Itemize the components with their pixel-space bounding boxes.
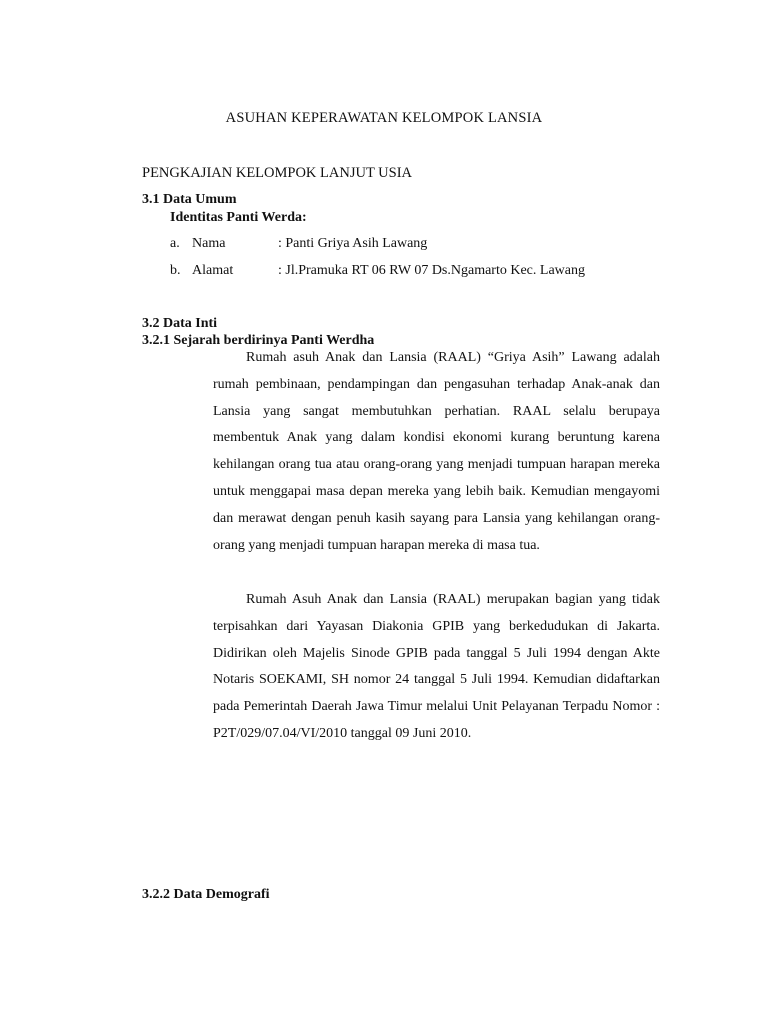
list-item-value: : Jl.Pramuka RT 06 RW 07 Ds.Ngamarto Kec. Lawang — [278, 263, 585, 278]
document-title: ASUHAN KEPERAWATAN KELOMPOK LANSIA — [225, 110, 543, 126]
history-paragraph-1: Rumah asuh Anak dan Lansia (RAAL) “Griya Asih” Lawang adalah rumah pembinaan, pendampingan dan pengasuhan terhadap Anak-anak dan Lansia yang sangat membutuhkan perhatian. RAAL selalu berupaya membentuk Anak yang dalam kondisi ekonomi kurang beruntung karena kehilangan orang tua atau orang-orang yang menjadi tumpuan harapan mereka untuk menggapai masa depan mereka yang lebih baik. Kemudian mengayomi dan merawat dengan penuh kasih sayang para Lansia yang kehilangan orang-orang yang menjadi tumpuan harapan mereka di masa tua. — [213, 350, 660, 553]
section-3-2-1-heading: 3.2.1 Sejarah berdirinya Panti Werdha — [142, 333, 375, 348]
section-3-1-subheading: Identitas Panti Werda: — [170, 210, 307, 225]
list-item-marker: a. — [170, 236, 180, 251]
section-3-2-2-heading: 3.2.2 Data Demografi — [142, 887, 270, 902]
list-item-value: : Panti Griya Asih Lawang — [278, 236, 428, 251]
section-3-1-heading: 3.1 Data Umum — [142, 192, 237, 207]
main-heading: PENGKAJIAN KELOMPOK LANJUT USIA — [142, 165, 412, 181]
list-item-marker: b. — [170, 263, 181, 278]
list-item-label: Alamat — [192, 263, 234, 278]
list-item-label: Nama — [192, 236, 226, 251]
history-paragraph-2: Rumah Asuh Anak dan Lansia (RAAL) merupakan bagian yang tidak terpisahkan dari Yayasan Diakonia GPIB yang berkedudukan di Jakarta. Didirikan oleh Majelis Sinode GPIB pada tanggal 5 Juli 1994 dengan Akte Notaris SOEKAMI, SH nomor 24 tanggal 5 Juli 1994. Kemudian didaftarkan pada Pemerintah Daerah Jawa Timur melalui Unit Pelayanan Terpadu Nomor : P2T/029/07.04/VI/2010 tanggal 09 Juni 2010. — [213, 592, 660, 741]
section-3-2-heading: 3.2 Data Inti — [142, 316, 218, 331]
